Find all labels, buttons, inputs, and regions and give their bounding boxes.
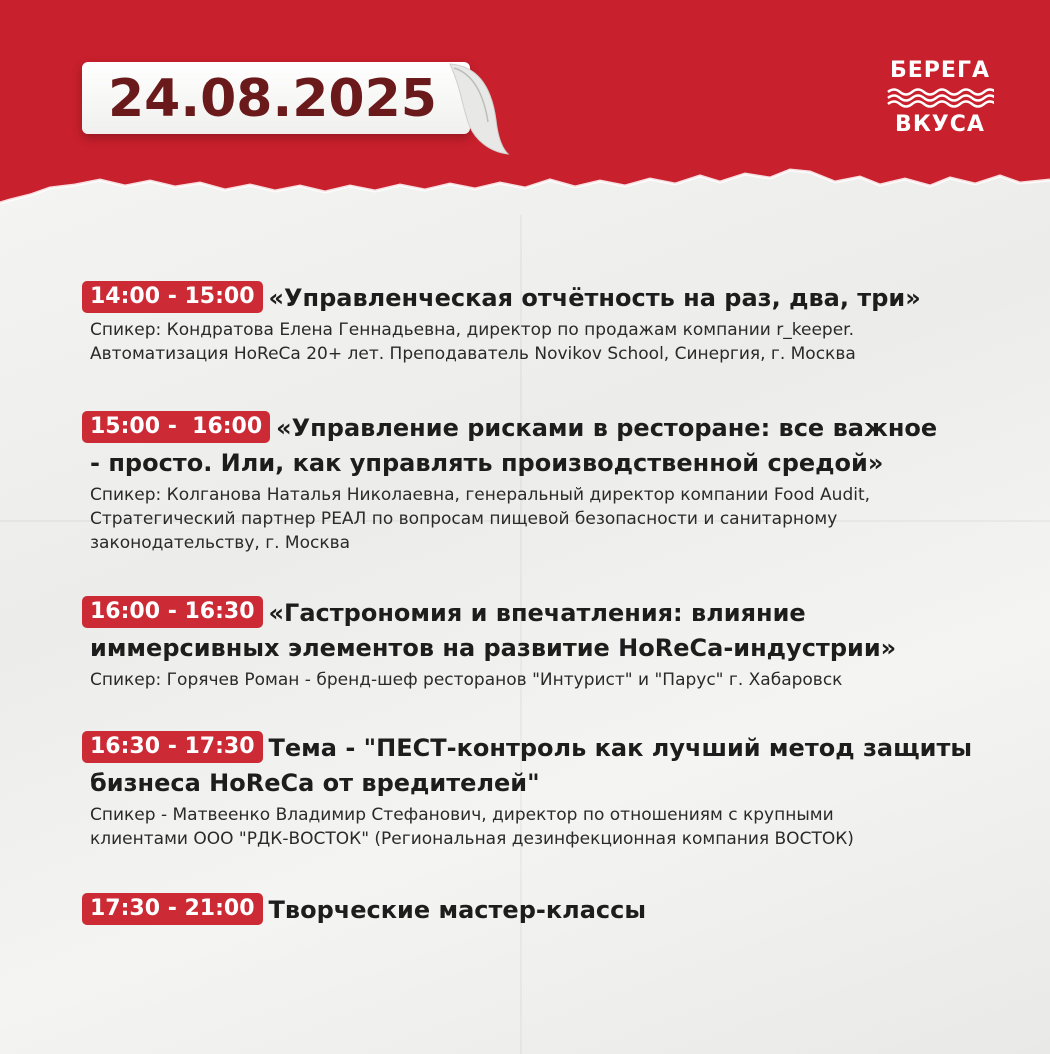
speaker-line: Автоматизация HoReCa 20+ лет. Преподаватель Novikov School, Синергия, г. Москва: [90, 344, 856, 364]
session-title-cont: бизнеса HoReCa от вредителей": [90, 769, 540, 797]
time-badge: 15:00 - 16:00: [82, 411, 270, 443]
schedule-item: [82, 411, 1012, 555]
session-title: «Управленческая отчётность на раз, два, три»: [268, 284, 921, 312]
speaker-line: клиентами ООО "РДК-ВОСТОК" (Региональная дезинфекционная компания ВОСТОК): [90, 829, 854, 849]
session-title: «Управление рисками в ресторане: все важное: [276, 414, 938, 442]
speaker-info: [82, 483, 1012, 555]
schedule-item: [82, 281, 1012, 366]
waves-icon: [886, 86, 994, 110]
session-title: Творческие мастер-классы: [268, 896, 647, 924]
time-badge: 16:00 - 16:30: [82, 596, 263, 628]
schedule-item: [82, 893, 1012, 928]
speaker-line: Стратегический партнер РЕАЛ по вопросам пищевой безопасности и санитарному: [90, 509, 838, 529]
speaker-info: [82, 803, 1012, 851]
speaker-line: законодательству, г. Москва: [90, 533, 351, 553]
session-title: Тема - "ПЕСТ-контроль как лучший метод защиты: [268, 734, 973, 762]
speaker-line: Спикер - Матвеенко Владимир Стефанович, директор по отношениям с крупными: [90, 805, 834, 825]
logo-text-top: БЕРЕГА: [890, 58, 990, 83]
time-badge: 17:30 - 21:00: [82, 893, 263, 925]
speaker-line: Спикер: Горячев Роман - бренд-шеф ресторанов "Интурист" и "Парус" г. Хабаровск: [90, 670, 843, 690]
time-badge: 16:30 - 17:30: [82, 731, 263, 763]
speaker-line: Спикер: Кондратова Елена Геннадьевна, директор по продажам компании r_keeper.: [90, 320, 854, 340]
schedule-item: [82, 596, 1012, 692]
speaker-info: [82, 318, 1012, 366]
schedule-item: [82, 731, 1012, 851]
session-title: «Гастрономия и впечатления: влияние: [268, 599, 806, 627]
paper-curl-icon: [440, 60, 510, 156]
event-date: 24.08.2025: [108, 69, 437, 129]
time-badge: 14:00 - 15:00: [82, 281, 263, 313]
brand-logo: [884, 58, 996, 140]
session-title-cont: - просто. Или, как управлять производственной средой»: [90, 449, 884, 477]
speaker-info: [82, 668, 1012, 692]
logo-text-bottom: ВКУСА: [895, 112, 985, 137]
speaker-line: Спикер: Колганова Наталья Николаевна, генеральный директор компании Food Audit,: [90, 485, 871, 505]
session-title-cont: иммерсивных элементов на развитие HoReCa-индустрии»: [90, 634, 897, 662]
